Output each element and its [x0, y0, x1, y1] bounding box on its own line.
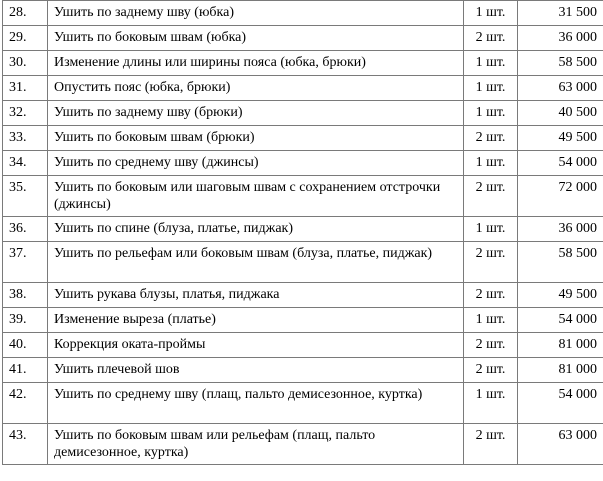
price-table — [2, 0, 603, 465]
row-number: 42. — [3, 383, 48, 424]
service-description: Ушить по среднему шву (плащ, пальто демисезонное, куртка) — [48, 383, 464, 424]
price: 63 000 — [518, 76, 603, 101]
price: 58 500 — [518, 242, 603, 283]
quantity: 2 шт. — [464, 283, 518, 308]
service-description: Ушить плечевой шов — [48, 358, 464, 383]
price: 72 000 — [518, 176, 603, 217]
price: 81 000 — [518, 333, 603, 358]
price: 54 000 — [518, 151, 603, 176]
row-number: 40. — [3, 333, 48, 358]
row-number: 38. — [3, 283, 48, 308]
service-description: Изменение выреза (платье) — [48, 308, 464, 333]
service-description: Ушить по заднему шву (юбка) — [48, 1, 464, 26]
quantity: 1 шт. — [464, 383, 518, 424]
row-number: 35. — [3, 176, 48, 217]
service-description: Изменение длины или ширины пояса (юбка, брюки) — [48, 51, 464, 76]
quantity: 2 шт. — [464, 333, 518, 358]
quantity: 1 шт. — [464, 217, 518, 242]
row-number: 30. — [3, 51, 48, 76]
table-row — [3, 76, 603, 101]
table-row — [3, 308, 603, 333]
table-row — [3, 333, 603, 358]
service-description: Ушить по боковым или шаговым швам с сохранением отстрочки (джинсы) — [48, 176, 464, 217]
service-description: Ушить по рельефам или боковым швам (блуза, платье, пиджак) — [48, 242, 464, 283]
quantity: 1 шт. — [464, 76, 518, 101]
quantity: 2 шт. — [464, 126, 518, 151]
table-row — [3, 176, 603, 217]
service-description: Коррекция оката-проймы — [48, 333, 464, 358]
row-number: 36. — [3, 217, 48, 242]
price: 81 000 — [518, 358, 603, 383]
quantity: 2 шт. — [464, 358, 518, 383]
price: 36 000 — [518, 217, 603, 242]
table-row — [3, 358, 603, 383]
row-number: 34. — [3, 151, 48, 176]
quantity: 1 шт. — [464, 1, 518, 26]
service-description: Ушить рукава блузы, платья, пиджака — [48, 283, 464, 308]
price: 54 000 — [518, 308, 603, 333]
table-row — [3, 242, 603, 283]
price: 40 500 — [518, 101, 603, 126]
price: 49 500 — [518, 126, 603, 151]
price: 49 500 — [518, 283, 603, 308]
quantity: 2 шт. — [464, 176, 518, 217]
quantity: 1 шт. — [464, 101, 518, 126]
table-row — [3, 101, 603, 126]
row-number: 43. — [3, 424, 48, 465]
price: 36 000 — [518, 26, 603, 51]
quantity: 1 шт. — [464, 151, 518, 176]
service-description: Опустить пояс (юбка, брюки) — [48, 76, 464, 101]
table-row — [3, 383, 603, 424]
row-number: 37. — [3, 242, 48, 283]
price: 58 500 — [518, 51, 603, 76]
price: 54 000 — [518, 383, 603, 424]
quantity: 2 шт. — [464, 26, 518, 51]
service-description: Ушить по боковым швам (юбка) — [48, 26, 464, 51]
service-description: Ушить по боковым швам или рельефам (плащ, пальто демисезонное, куртка) — [48, 424, 464, 465]
price: 31 500 — [518, 1, 603, 26]
row-number: 31. — [3, 76, 48, 101]
service-description: Ушить по спине (блуза, платье, пиджак) — [48, 217, 464, 242]
table-row — [3, 424, 603, 465]
table-row — [3, 217, 603, 242]
row-number: 39. — [3, 308, 48, 333]
quantity: 1 шт. — [464, 308, 518, 333]
quantity: 1 шт. — [464, 51, 518, 76]
table-row — [3, 126, 603, 151]
table-row — [3, 1, 603, 26]
service-description: Ушить по среднему шву (джинсы) — [48, 151, 464, 176]
service-description: Ушить по боковым швам (брюки) — [48, 126, 464, 151]
price: 63 000 — [518, 424, 603, 465]
row-number: 28. — [3, 1, 48, 26]
table-row — [3, 26, 603, 51]
row-number: 32. — [3, 101, 48, 126]
table-row — [3, 51, 603, 76]
row-number: 33. — [3, 126, 48, 151]
table-row — [3, 151, 603, 176]
table-row — [3, 283, 603, 308]
row-number: 29. — [3, 26, 48, 51]
quantity: 2 шт. — [464, 424, 518, 465]
row-number: 41. — [3, 358, 48, 383]
service-description: Ушить по заднему шву (брюки) — [48, 101, 464, 126]
quantity: 2 шт. — [464, 242, 518, 283]
